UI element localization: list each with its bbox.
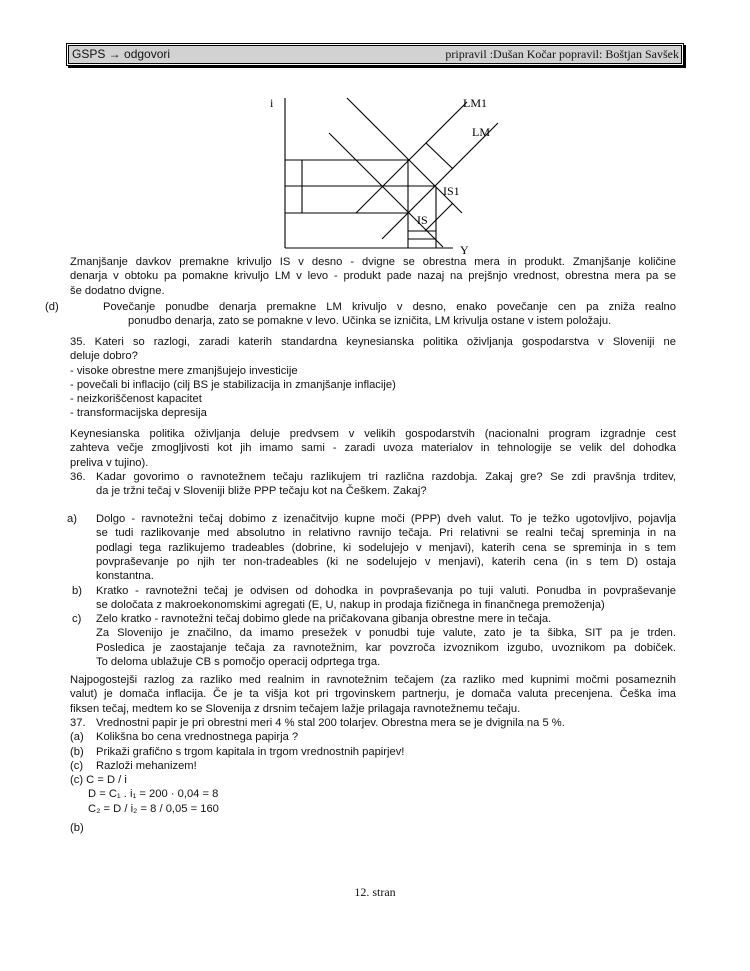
text-line: se določata z makroekonomskimi agregati (E, U, nakup in prodaja fizičnega in finančnega premoženja) [96, 598, 605, 611]
answer-b [96, 584, 676, 613]
list-item: - neizkoriščenost kapacitet [70, 393, 202, 406]
is-shift-marker [425, 203, 453, 231]
answer-c [96, 612, 676, 669]
item-d-text [103, 300, 676, 314]
question-37-number: 37. [70, 716, 86, 729]
text-line: konstantna. [96, 570, 154, 583]
question-line: 35. Kateri so razlogi, zaradi katerih standardna keynesianska politika oživljanja gospodarstva v Sloveniji ne [70, 336, 676, 348]
question-line: deluje dobro? [70, 350, 138, 363]
text-line: Kratko - ravnotežni tečaj je odvisen od dohodka in povpraševanja po tuji valuti. Ponudba in povpraševanje [96, 584, 676, 597]
text-line: ponudbo denarja, zato se pomakne v levo. Učinka se izničita, LM krivulja ostane v istem položaju. [128, 315, 612, 328]
subquestion-a: Kolikšna bo cena vrednostnega papirja ? [96, 731, 299, 744]
item-d-text-cont [128, 314, 676, 328]
lm-label: LM [472, 125, 490, 139]
question-36 [96, 470, 676, 499]
lm-curve [382, 123, 498, 239]
lm-shift-marker [426, 143, 453, 169]
formula-dividend: D = C₁ . i₁ = 200 · 0,04 = 8 [88, 788, 219, 801]
text-line: valut) je domača inflacija. Če je ta višja kot pri trgovinskem partnerju, je domača valuta precenjena. Češka ima [70, 688, 676, 701]
question-line: Kadar govorimo o ravnotežnem tečaju razlikujem tri različna razdobja. Zakaj gre? Se zdi pravšnja trditev, [96, 470, 676, 483]
y-axis-label: i [270, 96, 274, 110]
text-line: Posledica je zaostajanje tečaja za ravnotežnim, kar povzroča izvoznikom izgubo, uvoznikom pa dobiček. [96, 641, 676, 654]
text-line: denarja v obtoku pa pomakne krivuljo LM v levo - produkt pade nazaj na prejšnjo vrednost, obrestna mera pa se [70, 270, 676, 283]
paragraph-inflation [70, 673, 676, 716]
text-line: Za Slovenijo je značilno, da imamo presežek v ponudbi tuje valute, zato je ta šibka, SIT pa je trden. [96, 627, 676, 640]
list-item: - povečali bi inflacijo (cilj BS je stabilizacija in zmanjšanje inflacije) [70, 378, 396, 391]
page-number: 12. stran [354, 885, 396, 899]
formula-price: (c) C = D / i [70, 774, 127, 787]
text-line: povpraševanje po njih ter non-tradeables (ki ne sodelujejo v menjavi), katerih cena (in s tem D) ostaja [96, 555, 676, 568]
text-line: To deloma ublažuje CB s pomočjo operacij odprtega trga. [96, 655, 381, 668]
question-35 [70, 335, 676, 421]
header-title: GSPS → odgovori [72, 47, 171, 61]
answer-b-label: b) [72, 584, 82, 597]
text-line: zahteva večje zmogljivosti kot jih imamo sami - zaradi uvoza materialov in tehnologije se velik del dohodka [70, 442, 676, 455]
answer-c-label: c) [72, 613, 82, 626]
answer-b-placeholder: (b) [70, 822, 84, 834]
subquestion-b: Prikaži grafično s trgom kapitala in trgom vrednostnih papirjev! [96, 745, 405, 758]
subquestion-b-label: (b) [70, 745, 84, 758]
is1-label: IS1 [443, 184, 460, 198]
text-line: se tudi razlikovanje med absolutno in relativno ravnijo tečaja. Pri relativni se realni tečaj spreminja in na [96, 527, 676, 540]
text-line: podlagi tega razlikujemo tradeables (dobrine, ki sodelujejo v menjavi), katerih cena se spreminja in s tem [96, 541, 676, 554]
is-label: IS [417, 213, 428, 227]
text-line: Najpogostejši razlog za razliko med realnim in ravnotežnim tečajem (za razliko med kupnimi močmi posameznih [70, 674, 676, 686]
is-lm-diagram [0, 0, 750, 260]
question-line: da je tržni tečaj v Sloveniji bliže PPP tečaju kot na Češkem. Zakaj? [96, 485, 427, 498]
list-item: - visoke obrestne mere zmanjšujejo investicije [70, 364, 298, 377]
text-line: preliva v tujino). [70, 456, 149, 469]
text-line: fiksen tečaj, medtem ko se Slovenija z drsnim tečajem lažje prilagaja ravnotežnemu tečaju. [70, 702, 521, 715]
header-authors: pripravil :Dušan Kočar popravil: Boštjan Savšek [445, 47, 679, 61]
subquestion-c: Razloži mehanizem! [96, 759, 197, 772]
text-line: Zelo kratko - ravnotežni tečaj dobimo glede na pričakovana gibanja obrestne mere in tečaja. [96, 613, 552, 626]
text-line: Dolgo - ravnotežni tečaj dobimo z izenačitvijo kupne moči (PPP) dveh valut. To je težko ugotovljivo, pojavlja [96, 513, 676, 525]
answer-a [96, 512, 676, 583]
text-line: Keynesianska politika oživljanja deluje predvsem v velikih gospodarstvih (nacionalni program izgradnje cest [70, 428, 676, 440]
subquestion-c-label: (c) [70, 759, 84, 772]
text-line: še dodatno dvigne. [70, 284, 165, 297]
subquestion-a-label: (a) [70, 731, 84, 744]
list-item: - transformacijska depresija [70, 407, 207, 420]
item-d-label: (d) [45, 301, 59, 313]
lm1-label: LM1 [463, 96, 487, 110]
text-line: Povečanje ponudbe denarja premakne LM krivuljo v desno, enako povečanje cen pa zniža realno [103, 301, 676, 313]
question-37: Vrednostni papir je pri obrestni meri 4 % stal 200 tolarjev. Obrestna mera se je dvignila na 5 %. [96, 716, 565, 729]
formula-new-price: C₂ = D / i₂ = 8 / 0,05 = 160 [88, 802, 219, 815]
paragraph-tax-cut [70, 255, 676, 298]
text-line: Zmanjšanje davkov premakne krivuljo IS v desno - dvigne se obrestna mera in produkt. Zmanjšanje količine [70, 256, 676, 268]
answer-a-label: a) [67, 513, 77, 525]
paragraph-keynesian [70, 427, 676, 470]
question-36-number: 36. [70, 470, 86, 483]
x-axis-label: Y [460, 243, 469, 257]
